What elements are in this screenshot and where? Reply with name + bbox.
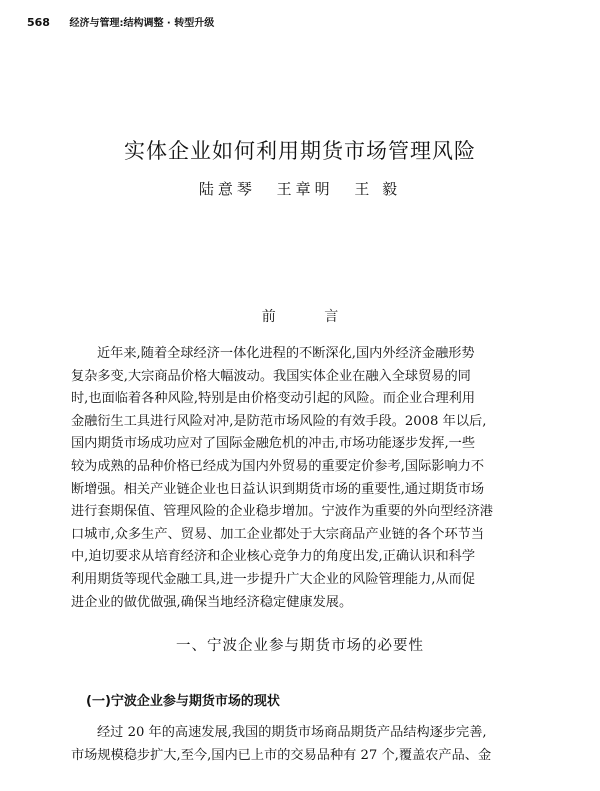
author-list bbox=[0, 178, 600, 199]
preface-heading: 前 言 bbox=[261, 309, 361, 325]
text-line: 近年来,随着全球经济一体化进程的不断深化,国内外经济金融形势 bbox=[97, 346, 475, 361]
text-line: 复杂多变,大宗商品价格大幅波动。我国实体企业在融入全球贸易的同 bbox=[71, 368, 471, 384]
section-paragraph bbox=[71, 722, 532, 767]
text-line: 时,也面临着各种风险,特别是由价格变动引起的风险。而企业合理利用 bbox=[71, 391, 476, 407]
running-title: 经济与管理:结构调整 · 转型升级 bbox=[69, 18, 215, 29]
page-number: 568 bbox=[27, 16, 50, 29]
section-heading: 一、宁波企业参与期货市场的必要性 bbox=[176, 638, 424, 654]
running-header bbox=[27, 14, 214, 29]
text-line: 经过 20 年的高速发展,我国的期货市场商品期货产品结构逐步完善, bbox=[97, 725, 487, 740]
text-line: 断增强。相关产业链企业也日益认识到期货市场的重要性,通过期货市场 bbox=[71, 481, 485, 497]
text-line: 国内期货市场成功应对了国际金融危机的冲击,市场功能逐步发挥,一些 bbox=[71, 436, 476, 452]
text-line: 金融衍生工具进行风险对冲,是防范市场风险的有效手段。2008 年以后, bbox=[71, 413, 487, 429]
text-line: 进行套期保值、管理风险的企业稳步增加。宁波作为重要的外向型经济港 bbox=[71, 504, 493, 520]
article-title: 实体企业如何利用期货市场管理风险 bbox=[124, 139, 476, 163]
subsection-heading: (一)宁波企业参与期货市场的现状 bbox=[86, 694, 280, 709]
author-name: 王 毅 bbox=[354, 180, 402, 198]
preface-paragraph bbox=[71, 343, 532, 614]
text-line: 利用期货等现代金融工具,进一步提升广大企业的风险管理能力,从而促 bbox=[71, 571, 476, 587]
text-line: 中,迫切要求从培育经济和企业核心竞争力的角度出发,正确认识和科学 bbox=[71, 549, 476, 565]
text-line: 进企业的做优做强,确保当地经济稳定健康发展。 bbox=[71, 594, 353, 610]
text-line: 较为成熟的品种价格已经成为国内外贸易的重要定价参考,国际影响力不 bbox=[71, 458, 485, 474]
text-line: 口城市,众多生产、贸易、加工企业都处于大宗商品产业链的各个环节当 bbox=[71, 526, 485, 542]
author-name: 王章明 bbox=[276, 180, 334, 198]
text-line: 市场规模稳步扩大,至今,国内已上市的交易品种有 27 个,覆盖农产品、金 bbox=[71, 747, 492, 763]
author-name: 陆意琴 bbox=[198, 180, 256, 198]
